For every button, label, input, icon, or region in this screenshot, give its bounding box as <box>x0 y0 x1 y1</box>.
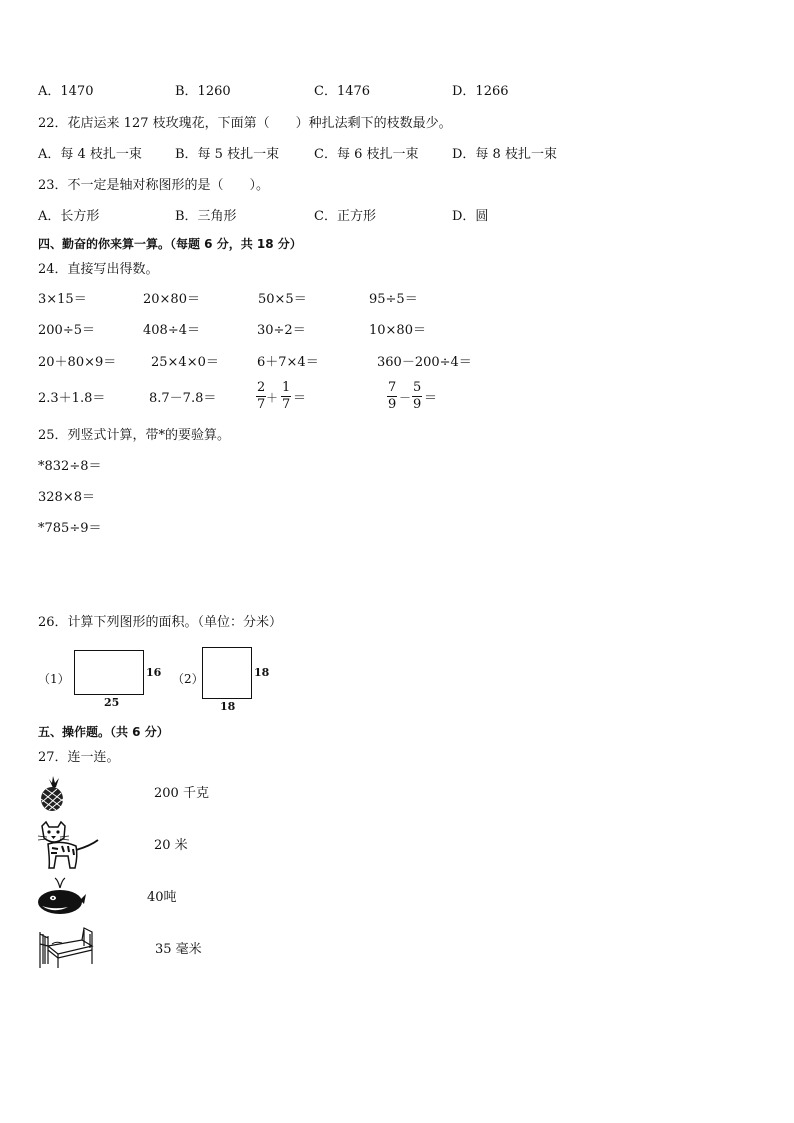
fraction-operator: ＋ <box>266 391 279 405</box>
match-label-length: 20 米 <box>154 838 188 853</box>
match-label-ton: 40吨 <box>147 890 177 905</box>
q23-option-a: A．长方形 <box>38 209 100 224</box>
q22-option-a: A．每 4 枝扎一束 <box>38 147 142 162</box>
fraction-numerator: 2 <box>257 380 266 395</box>
section-5-title: 五、操作题。（共 6 分） <box>38 725 169 739</box>
q21-option-a: A．1470 <box>38 84 94 99</box>
q22-stem: 22．花店运来 127 枝玫瑰花，下面第（ ）种扎法剩下的枝数最少。 <box>38 116 452 131</box>
q24-expr: 50×5＝ <box>258 292 307 307</box>
q24-stem: 24．直接写出得数。 <box>38 262 159 277</box>
q22-option-b: B．每 5 枝扎一束 <box>175 147 280 162</box>
fraction-1-7 <box>281 381 291 412</box>
q25-item: 328×8＝ <box>38 490 95 505</box>
fraction-numerator: 5 <box>413 380 422 395</box>
q24-expr: 200÷5＝ <box>38 323 95 338</box>
fraction-denominator: 9 <box>413 397 422 412</box>
whale-icon <box>36 876 86 916</box>
fraction-numerator: 1 <box>282 380 291 395</box>
q24-expr: 20×80＝ <box>143 292 200 307</box>
equals-sign: ＝ <box>293 391 307 406</box>
q24-expr: 95÷5＝ <box>369 292 418 307</box>
q24-expr: 8.7－7.8＝ <box>149 391 217 406</box>
fraction-denominator: 9 <box>388 397 397 412</box>
figure-2-label: （2） <box>172 672 204 686</box>
q24-expr: 30÷2＝ <box>257 323 306 338</box>
pineapple-icon <box>36 776 70 812</box>
fraction-denominator: 7 <box>257 397 266 412</box>
q23-stem: 23．不一定是轴对称图形的是（ ）。 <box>38 178 270 193</box>
q24-expr: 2.3＋1.8＝ <box>38 391 106 406</box>
rectangle-figure <box>74 650 144 695</box>
q24-expr: 20＋80×9＝ <box>38 355 117 370</box>
q23-option-d: D．圆 <box>452 209 489 224</box>
q24-expr: 408÷4＝ <box>143 323 200 338</box>
q23-option-c: C．正方形 <box>314 209 376 224</box>
square-figure <box>202 647 252 699</box>
fraction-5-9 <box>412 381 422 412</box>
figure-1-label: （1） <box>38 672 70 686</box>
rectangle-height-label: 16 <box>146 666 162 679</box>
fraction-numerator: 7 <box>388 380 397 395</box>
fraction-operator: － <box>399 391 412 405</box>
fraction-2-7 <box>256 381 266 412</box>
match-label-weight: 200 千克 <box>154 786 209 801</box>
q24-expr: 10×80＝ <box>369 323 426 338</box>
q25-item: *832÷8＝ <box>38 459 102 474</box>
section-4-title: 四、勤奋的你来算一算。（每题 6 分，共 18 分） <box>38 237 302 251</box>
match-label-mm: 35 毫米 <box>155 942 202 957</box>
q24-expr: 6＋7×4＝ <box>257 355 319 370</box>
fraction-7-9 <box>387 381 397 412</box>
q24-expr: 25×4×0＝ <box>151 355 219 370</box>
q21-option-d: D．1266 <box>452 84 509 99</box>
bed-icon <box>36 924 94 970</box>
q24-expr: 360－200÷4＝ <box>377 355 472 370</box>
q25-item: *785÷9＝ <box>38 521 102 536</box>
q22-option-d: D．每 8 枝扎一束 <box>452 147 557 162</box>
square-side-label: 18 <box>254 666 270 679</box>
q26-stem: 26．计算下列图形的面积。（单位：分米） <box>38 615 283 630</box>
q22-option-c: C．每 6 枝扎一束 <box>314 147 419 162</box>
fraction-denominator: 7 <box>282 397 291 412</box>
q24-expr: 3×15＝ <box>38 292 87 307</box>
rectangle-width-label: 25 <box>104 696 120 709</box>
q21-option-c: C．1476 <box>314 84 371 99</box>
tiger-icon <box>36 822 102 870</box>
square-bottom-label: 18 <box>220 700 236 713</box>
q23-option-b: B．三角形 <box>175 209 237 224</box>
q25-stem: 25．列竖式计算，带*的要验算。 <box>38 428 231 443</box>
equals-sign: ＝ <box>424 391 438 406</box>
q27-stem: 27．连一连。 <box>38 750 120 765</box>
q21-option-b: B．1260 <box>175 84 231 99</box>
